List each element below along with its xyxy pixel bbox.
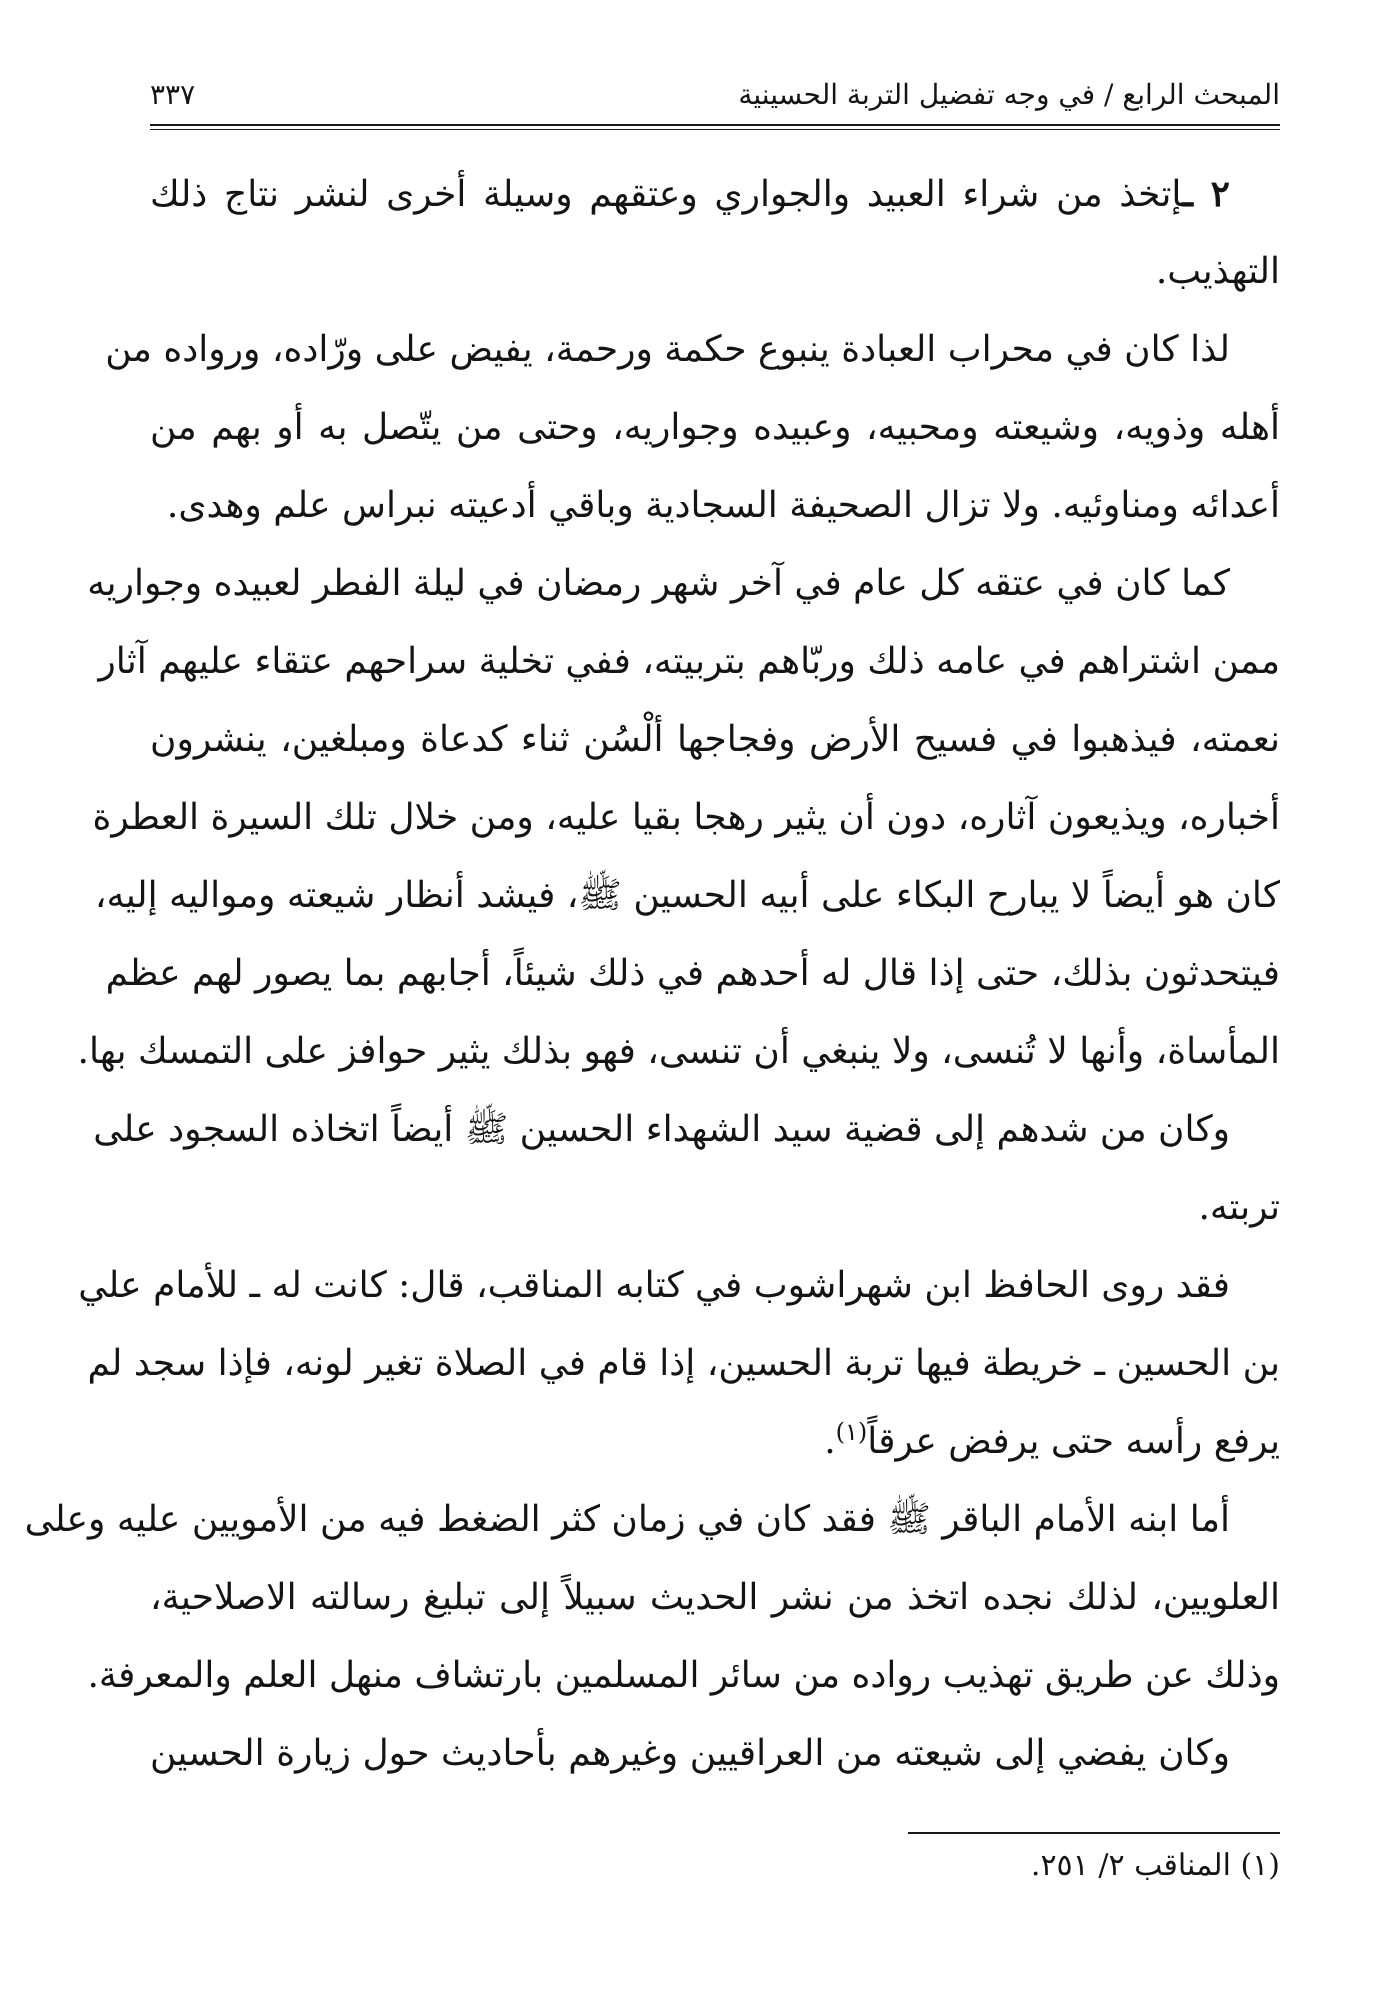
paragraph-line: تربته. <box>1198 1187 1280 1228</box>
paragraph-line: وكان من شدهم إلى قضية سيد الشهداء الحسين ﷺ أيضاً اتخاذه السجود على <box>93 1109 1230 1150</box>
header-rule <box>150 124 1280 126</box>
paragraph-line: التهذيب. <box>1155 251 1280 292</box>
running-title: المبحث الرابع / في وجه تفضيل التربة الحسينية <box>738 78 1280 111</box>
paragraph-line: بن الحسين ـ خريطة فيها تربة الحسين، إذا قام في الصلاة تغير لونه، فإذا سجد لم <box>87 1343 1280 1384</box>
body-text <box>24 155 1280 1793</box>
paragraph-line: نعمته، فيذهبوا في فسيح الأرض وفجاجها ألْسُن ثناء كدعاة ومبلغين، ينشرون <box>150 719 1280 760</box>
item-number: ٢ ـ <box>1182 173 1230 215</box>
paragraph-line: فقد روى الحافظ ابن شهراشوب في كتابه المناقب، قال: كانت له ـ للأمام علي <box>78 1265 1230 1306</box>
paragraph-line: وذلك عن طريق تهذيب رواده من سائر المسلمين بارتشاف منهل العلم والمعرفة. <box>87 1655 1280 1696</box>
paragraph-line: يرفع رأسه حتى يرفض عرقاً$^{(١)}$. <box>824 1418 1280 1462</box>
page-header <box>150 70 1280 130</box>
paragraph-line: أعدائه ومناوئيه. ولا تزال الصحيفة السجادية وباقي أدعيته نبراس علم وهدى. <box>166 485 1280 526</box>
paragraph-line: كان هو أيضاً لا يبارح البكاء على أبيه الحسين ﷺ، فيشد أنظار شيعته ومواليه إليه، <box>94 875 1280 916</box>
paragraph-line: العلويين، لذلك نجده اتخذ من نشر الحديث سبيلاً إلى تبليغ رسالته الاصلاحية، <box>150 1577 1280 1618</box>
paragraph-line: فيتحدثون بذلك، حتى إذا قال له أحدهم في ذلك شيئاً، أجابهم بما يصور لهم عظم <box>105 953 1280 994</box>
paragraph-line: ممن اشتراهم في عامه ذلك وربّاهم بتربيته، ففي تخلية سراحهم عتقاء عليهم آثار <box>98 641 1280 682</box>
paragraph-line: لذا كان في محراب العبادة ينبوع حكمة ورحمة، يفيض على ورّاده، ورواده من <box>105 329 1230 370</box>
line-text: إتخذ من شراء العبيد والجواري وعتقهم وسيلة أخرى لنشر نتاج ذلك <box>150 174 1183 215</box>
footnote: (١) المناقب ٢/ ٢٥١. <box>1030 1848 1280 1883</box>
paragraph-line: وكان يفضي إلى شيعته من العراقيين وغيرهم بأحاديث حول زيارة الحسين <box>150 1733 1230 1774</box>
paragraph-line: كما كان في عتقه كل عام في آخر شهر رمضان في ليلة الفطر لعبيده وجواريه <box>87 563 1230 604</box>
paragraph-line <box>150 155 1280 233</box>
footnote-separator <box>908 1832 1280 1834</box>
header-rule-thin <box>150 129 1280 130</box>
page-number: ٣٣٧ <box>150 78 196 111</box>
footnote-reference[interactable]: (١) <box>835 1418 868 1446</box>
line-text: يرفع رأسه حتى يرفض عرقاً <box>867 1421 1280 1462</box>
paragraph-line: أخباره، ويذيعون آثاره، دون أن يثير رهجا بقيا عليه، ومن خلال تلك السيرة العطرة <box>92 797 1280 838</box>
paragraph-line: أما ابنه الأمام الباقر ﷺ فقد كان في زمان كثر الضغط فيه من الأمويين عليه وعلى <box>24 1499 1230 1540</box>
paragraph-line: المأساة، وأنها لا تُنسى، ولا ينبغي أن تنسى، فهو بذلك يثير حوافز على التمسك بها. <box>77 1031 1280 1072</box>
paragraph-line: أهله وذويه، وشيعته ومحبيه، وعبيده وجواريه، وحتى من يتّصل به أو بهم من <box>150 407 1280 448</box>
